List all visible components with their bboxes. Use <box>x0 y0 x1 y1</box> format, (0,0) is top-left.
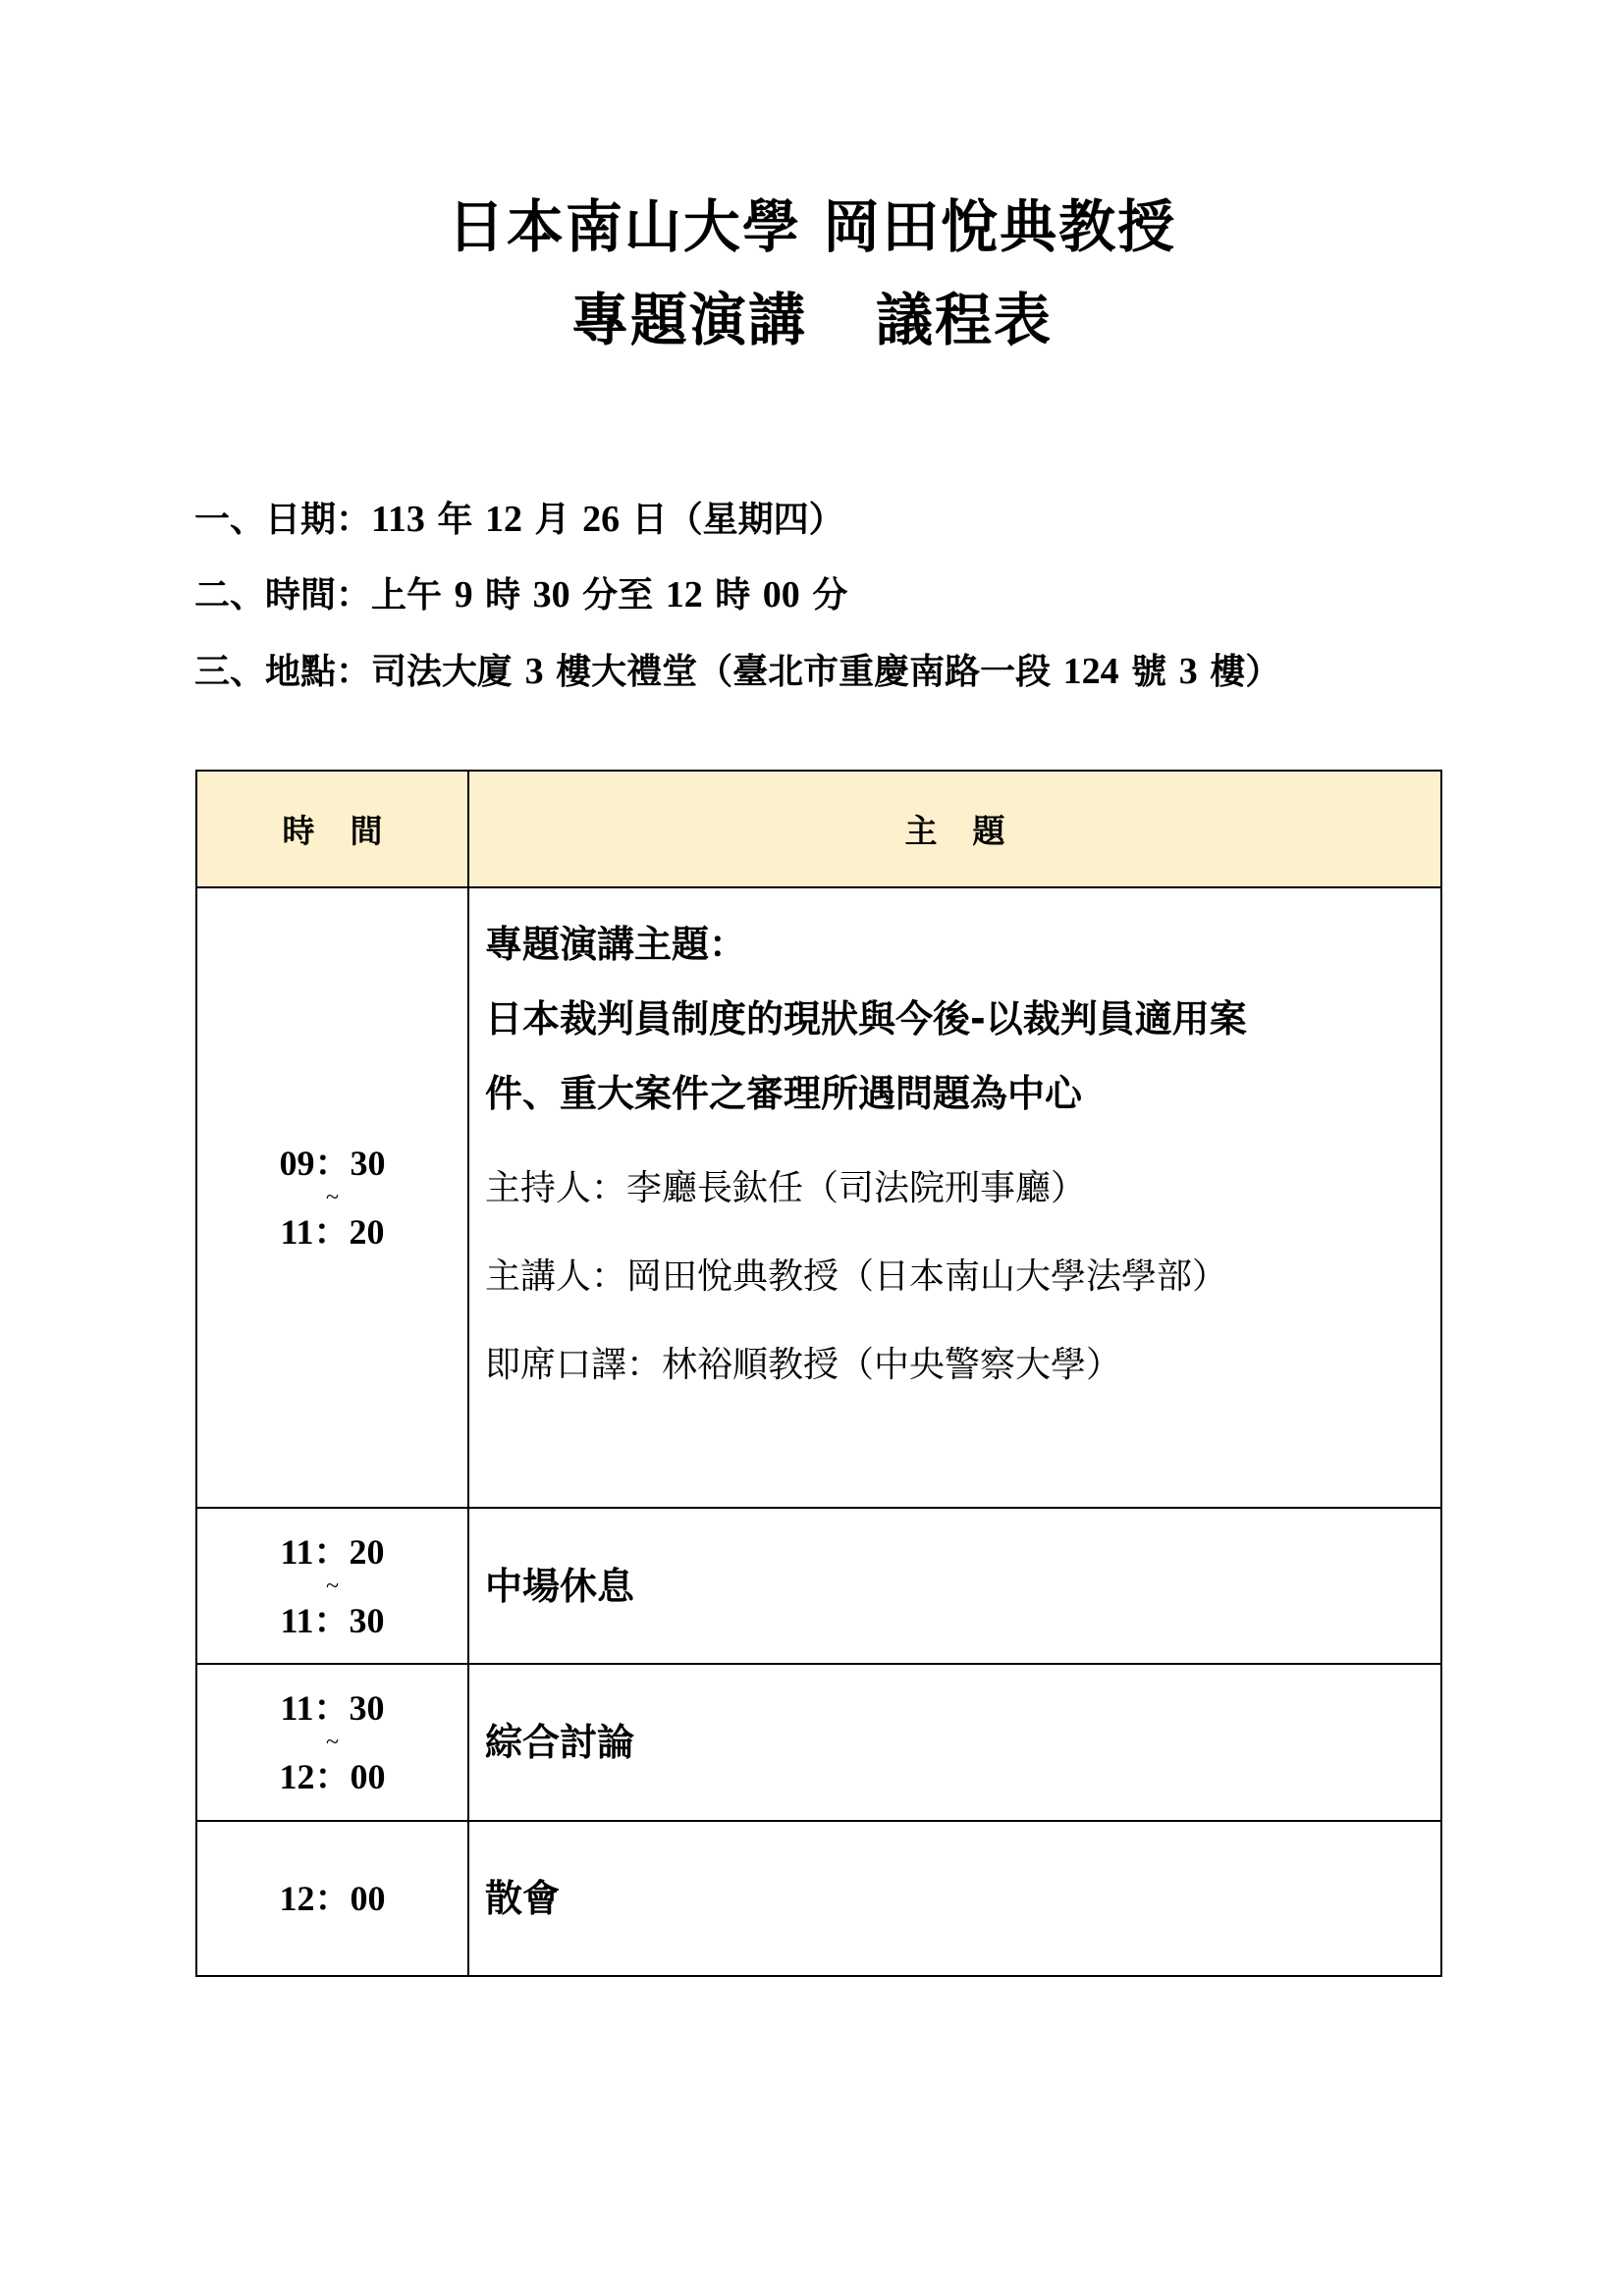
info-time <box>194 576 847 614</box>
header-time: 時間 <box>196 771 468 887</box>
date-year: 113 <box>371 499 425 540</box>
topic-title-line-2: 件、重大案件之審理所遇問題為中心 <box>485 1072 1083 1115</box>
date-day: 26 <box>582 499 621 540</box>
agenda-table <box>195 770 1442 1977</box>
topic-text: 中場休息 <box>485 1564 635 1608</box>
time-minute-unit-2: 分 <box>799 575 848 615</box>
time-start-hour: 9 <box>454 574 473 615</box>
time-end: 12：00 <box>279 1757 386 1796</box>
subtitle-lecture: 專題演講 <box>570 287 807 353</box>
time-cell <box>196 1508 468 1664</box>
info-place <box>194 653 1280 690</box>
place-floor-2: 3 <box>1178 651 1198 692</box>
time-tilde: ~ <box>326 1573 339 1599</box>
page-subtitle <box>0 287 1624 353</box>
topic-cell <box>468 1508 1441 1664</box>
time-cell <box>196 1664 468 1821</box>
date-month-unit: 月 <box>522 500 583 540</box>
time-end-hour: 12 <box>665 574 703 615</box>
table-row <box>196 1821 1441 1976</box>
date-label: 一、日期： <box>194 500 372 540</box>
time-start: 11：30 <box>280 1688 385 1728</box>
subtitle-agenda: 議程表 <box>876 287 1054 353</box>
table-header-row <box>196 771 1441 887</box>
time-start: 11：20 <box>280 1531 385 1572</box>
header-topic: 主題 <box>468 771 1441 887</box>
date-month: 12 <box>485 499 522 540</box>
topic-label: 專題演講主題： <box>485 923 747 966</box>
time-tilde: ~ <box>326 1730 339 1755</box>
time-minute-unit: 分至 <box>569 575 666 615</box>
time-start: 12：00 <box>279 1879 386 1918</box>
time-start-minute: 30 <box>532 574 570 615</box>
place-label: 三、地點： <box>194 652 372 692</box>
time-end: 11：30 <box>280 1600 385 1640</box>
place-number: 124 <box>1062 651 1119 692</box>
time-prefix: 上午 <box>371 575 455 615</box>
place-venue-b: 樓大禮堂（臺北市重慶南路一段 <box>543 652 1063 692</box>
time-start: 09：30 <box>279 1144 386 1183</box>
date-year-unit: 年 <box>424 500 485 540</box>
time-tilde: ~ <box>326 1185 339 1210</box>
time-hour-unit: 時 <box>472 575 533 615</box>
topic-cell <box>468 1821 1441 1976</box>
page-title: 日本南山大學 岡田悅典教授 <box>447 193 1177 260</box>
topic-cell <box>468 887 1441 1508</box>
table-row <box>196 887 1441 1508</box>
place-venue-d: 樓） <box>1197 652 1281 692</box>
place-venue-c: 號 <box>1118 652 1179 692</box>
time-label: 二、時間： <box>194 575 372 615</box>
host: 主持人：李廳長鈦任（司法院刑事廳） <box>485 1168 1087 1208</box>
topic-text: 綜合討論 <box>485 1721 635 1764</box>
info-date <box>194 501 844 538</box>
date-day-unit: 日（星期四） <box>620 500 844 540</box>
time-cell <box>196 1821 468 1976</box>
place-floor: 3 <box>524 651 544 692</box>
place-venue-a: 司法大廈 <box>371 652 525 692</box>
table-row <box>196 1508 1441 1664</box>
topic-cell <box>468 1664 1441 1821</box>
time-cell <box>196 887 468 1508</box>
topic-title-line-1: 日本裁判員制度的現狀與今後-以裁判員適用案 <box>485 997 1247 1041</box>
time-end: 11：20 <box>280 1212 385 1252</box>
topic-text: 散會 <box>485 1877 561 1920</box>
speaker: 主講人：岡田悅典教授（日本南山大學法學部） <box>485 1256 1228 1297</box>
time-end-minute: 00 <box>762 574 800 615</box>
interpreter: 即席口譯：林裕順教授（中央警察大學） <box>485 1345 1122 1385</box>
table-row <box>196 1664 1441 1821</box>
time-hour-unit-2: 時 <box>702 575 763 615</box>
